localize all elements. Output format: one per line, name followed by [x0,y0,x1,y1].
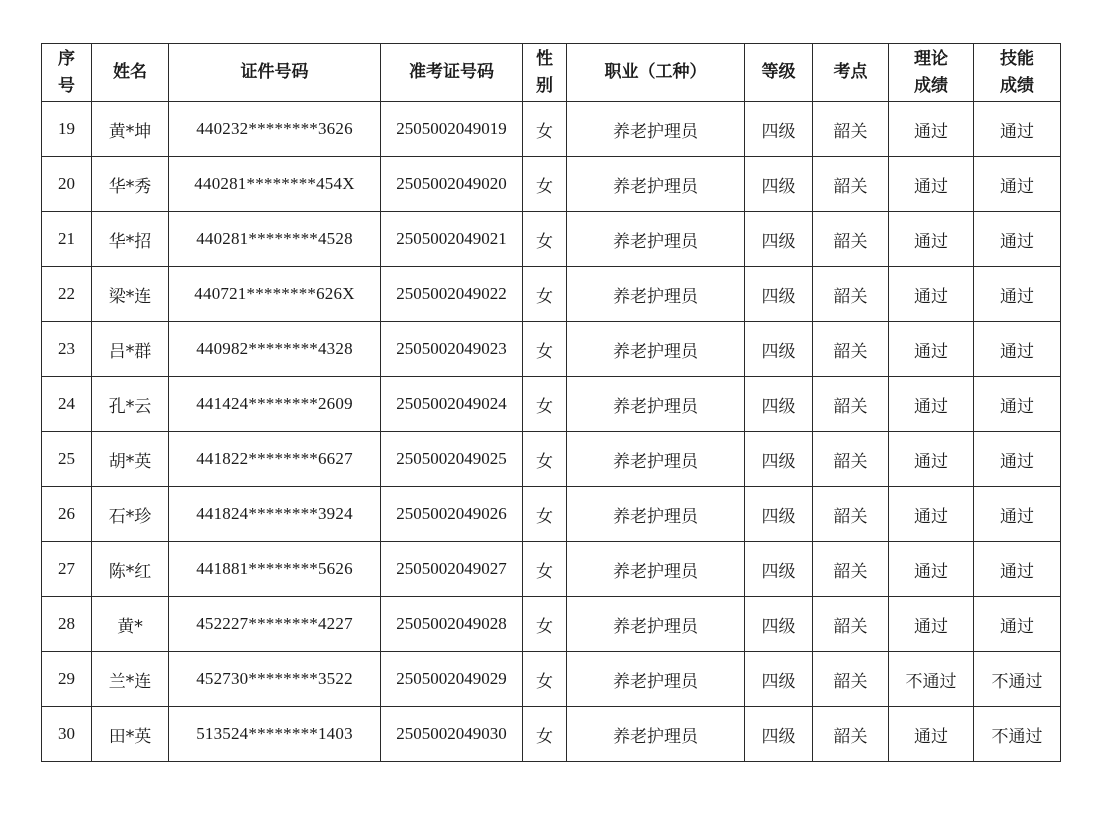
cell-skill-result: 通过 [974,377,1061,432]
header-level: 等级 [745,44,813,102]
cell-occupation: 养老护理员 [567,377,745,432]
table-row [42,322,1061,377]
header-gender-line2: 别 [536,75,553,96]
cell-theory-result: 通过 [889,597,974,652]
cell-exam-number: 2505002049027 [381,542,523,597]
cell-theory-result: 通过 [889,267,974,322]
table-row [42,212,1061,267]
cell-seq: 25 [42,432,92,487]
cell-skill-result: 通过 [974,157,1061,212]
cell-gender: 女 [523,597,567,652]
cell-theory-result: 通过 [889,212,974,267]
cell-seq: 22 [42,267,92,322]
cell-level: 四级 [745,267,813,322]
cell-name: 田*英 [92,707,169,762]
cell-occupation: 养老护理员 [567,212,745,267]
cell-level: 四级 [745,377,813,432]
cell-seq: 27 [42,542,92,597]
results-table [41,43,1061,762]
cell-seq: 26 [42,487,92,542]
cell-occupation: 养老护理员 [567,652,745,707]
cell-occupation: 养老护理员 [567,157,745,212]
cell-occupation: 养老护理员 [567,542,745,597]
cell-gender: 女 [523,707,567,762]
cell-name: 胡*英 [92,432,169,487]
cell-theory-result: 通过 [889,432,974,487]
cell-theory-result: 不通过 [889,652,974,707]
cell-name: 华*秀 [92,157,169,212]
table-row [42,267,1061,322]
cell-exam-site: 韶关 [813,707,889,762]
cell-level: 四级 [745,157,813,212]
cell-name: 陈*红 [92,542,169,597]
cell-theory-result: 通过 [889,377,974,432]
cell-id-number: 441881********5626 [169,542,381,597]
cell-gender: 女 [523,487,567,542]
cell-skill-result: 通过 [974,212,1061,267]
cell-exam-site: 韶关 [813,212,889,267]
cell-name: 华*招 [92,212,169,267]
cell-name: 兰*连 [92,652,169,707]
cell-occupation: 养老护理员 [567,322,745,377]
cell-seq: 21 [42,212,92,267]
header-gender [523,44,567,102]
cell-gender: 女 [523,102,567,157]
cell-occupation: 养老护理员 [567,267,745,322]
table-row [42,102,1061,157]
table-row [42,707,1061,762]
cell-skill-result: 通过 [974,322,1061,377]
header-seq-line1: 序 [58,48,75,69]
cell-name: 黄*坤 [92,102,169,157]
cell-theory-result: 通过 [889,157,974,212]
header-seq-line2: 号 [58,75,75,96]
header-skill-line1: 技能 [1000,48,1034,69]
cell-seq: 30 [42,707,92,762]
cell-name: 吕*群 [92,322,169,377]
cell-seq: 19 [42,102,92,157]
cell-gender: 女 [523,267,567,322]
cell-id-number: 441822********6627 [169,432,381,487]
cell-seq: 28 [42,597,92,652]
cell-exam-site: 韶关 [813,432,889,487]
cell-seq: 20 [42,157,92,212]
header-gender-line1: 性 [536,48,553,69]
cell-id-number: 440281********4528 [169,212,381,267]
cell-occupation: 养老护理员 [567,707,745,762]
header-skill-line2: 成绩 [1000,75,1034,96]
cell-level: 四级 [745,597,813,652]
cell-level: 四级 [745,707,813,762]
cell-id-number: 440982********4328 [169,322,381,377]
cell-name: 梁*连 [92,267,169,322]
cell-skill-result: 通过 [974,267,1061,322]
cell-skill-result: 通过 [974,102,1061,157]
table-row [42,377,1061,432]
cell-exam-site: 韶关 [813,597,889,652]
table-row [42,487,1061,542]
cell-occupation: 养老护理员 [567,432,745,487]
cell-exam-number: 2505002049026 [381,487,523,542]
cell-exam-site: 韶关 [813,267,889,322]
cell-level: 四级 [745,487,813,542]
cell-exam-number: 2505002049023 [381,322,523,377]
cell-gender: 女 [523,652,567,707]
cell-theory-result: 通过 [889,542,974,597]
cell-occupation: 养老护理员 [567,597,745,652]
cell-exam-site: 韶关 [813,322,889,377]
header-theory-line2: 成绩 [914,75,948,96]
header-exam-site: 考点 [813,44,889,102]
cell-skill-result: 通过 [974,542,1061,597]
cell-seq: 24 [42,377,92,432]
header-name: 姓名 [92,44,169,102]
table-row [42,542,1061,597]
cell-theory-result: 通过 [889,707,974,762]
cell-level: 四级 [745,432,813,487]
cell-exam-number: 2505002049020 [381,157,523,212]
cell-id-number: 452227********4227 [169,597,381,652]
cell-exam-site: 韶关 [813,102,889,157]
table-row [42,157,1061,212]
cell-level: 四级 [745,542,813,597]
header-skill-score [974,44,1061,102]
cell-seq: 29 [42,652,92,707]
cell-theory-result: 通过 [889,322,974,377]
cell-skill-result: 通过 [974,597,1061,652]
cell-occupation: 养老护理员 [567,487,745,542]
cell-exam-site: 韶关 [813,157,889,212]
cell-exam-number: 2505002049022 [381,267,523,322]
cell-gender: 女 [523,157,567,212]
cell-exam-site: 韶关 [813,542,889,597]
cell-id-number: 441824********3924 [169,487,381,542]
header-seq [42,44,92,102]
cell-exam-number: 2505002049029 [381,652,523,707]
table-row [42,652,1061,707]
cell-name: 黄* [92,597,169,652]
cell-id-number: 441424********2609 [169,377,381,432]
cell-exam-site: 韶关 [813,377,889,432]
cell-level: 四级 [745,322,813,377]
cell-seq: 23 [42,322,92,377]
cell-skill-result: 不通过 [974,707,1061,762]
cell-level: 四级 [745,212,813,267]
cell-exam-number: 2505002049021 [381,212,523,267]
table-row [42,597,1061,652]
cell-gender: 女 [523,377,567,432]
header-theory-score [889,44,974,102]
cell-theory-result: 通过 [889,102,974,157]
cell-id-number: 452730********3522 [169,652,381,707]
cell-exam-number: 2505002049030 [381,707,523,762]
cell-skill-result: 不通过 [974,652,1061,707]
cell-exam-number: 2505002049024 [381,377,523,432]
cell-id-number: 440281********454X [169,157,381,212]
cell-gender: 女 [523,432,567,487]
cell-exam-site: 韶关 [813,487,889,542]
header-theory-line1: 理论 [914,48,948,69]
cell-id-number: 440721********626X [169,267,381,322]
header-row [42,44,1061,102]
cell-skill-result: 通过 [974,487,1061,542]
cell-id-number: 513524********1403 [169,707,381,762]
cell-name: 孔*云 [92,377,169,432]
header-occupation: 职业（工种） [567,44,745,102]
cell-gender: 女 [523,542,567,597]
cell-exam-number: 2505002049025 [381,432,523,487]
cell-exam-number: 2505002049019 [381,102,523,157]
cell-skill-result: 通过 [974,432,1061,487]
cell-occupation: 养老护理员 [567,102,745,157]
header-id-number: 证件号码 [169,44,381,102]
cell-level: 四级 [745,652,813,707]
cell-theory-result: 通过 [889,487,974,542]
cell-exam-number: 2505002049028 [381,597,523,652]
cell-level: 四级 [745,102,813,157]
cell-gender: 女 [523,212,567,267]
cell-gender: 女 [523,322,567,377]
cell-exam-site: 韶关 [813,652,889,707]
header-exam-number: 准考证号码 [381,44,523,102]
cell-name: 石*珍 [92,487,169,542]
table-row [42,432,1061,487]
cell-id-number: 440232********3626 [169,102,381,157]
